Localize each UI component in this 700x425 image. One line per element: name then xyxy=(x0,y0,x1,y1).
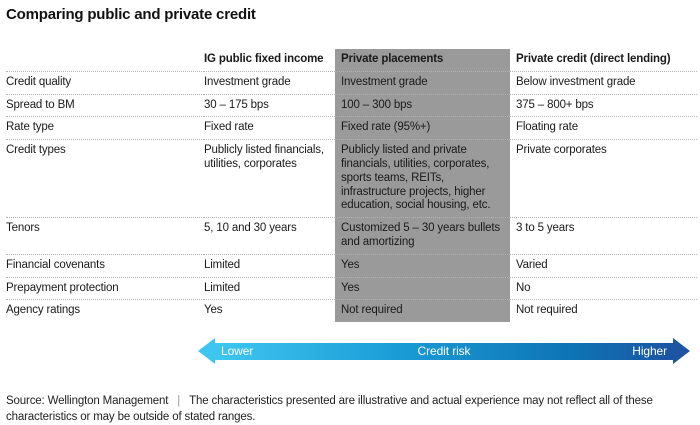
cell-covenants-direct: Varied xyxy=(510,255,697,278)
source-text: Source: Wellington Management xyxy=(6,395,169,408)
row-label-credit-quality: Credit quality xyxy=(6,72,204,95)
footnote-separator: | xyxy=(177,395,181,408)
cell-credit-types-public: Publicly listed financials, utilities, corporates xyxy=(204,140,335,218)
disclaimer-text: The characteristics presented are illustrative and actual experience may not reflect all of these characteristics or may be outside of stated ranges. xyxy=(6,395,653,423)
cell-covenants-public: Limited xyxy=(204,255,335,278)
cell-agency-placements: Not required xyxy=(335,300,510,322)
cell-prepayment-direct: No xyxy=(510,278,697,301)
cell-prepayment-public: Limited xyxy=(204,278,335,301)
row-label-spread-to-bm: Spread to BM xyxy=(6,95,204,118)
cell-prepayment-placements: Yes xyxy=(335,278,510,301)
header-private-credit-direct-lending: Private credit (direct lending) xyxy=(510,49,697,72)
arrow-left-head-icon xyxy=(198,338,215,364)
cell-tenors-public: 5, 10 and 30 years xyxy=(204,218,335,255)
cell-tenors-placements: Customized 5 – 30 years bullets and amortizing xyxy=(335,218,510,255)
comparison-table xyxy=(6,49,697,322)
row-label-agency-ratings: Agency ratings xyxy=(6,304,80,317)
arrow-label-higher: Higher xyxy=(632,344,667,359)
cell-covenants-placements: Yes xyxy=(335,255,510,278)
arrow-label-lower: Lower xyxy=(221,344,254,359)
cell-rate-type-placements: Fixed rate (95%+) xyxy=(335,117,510,140)
cell-spread-direct: 375 – 800+ bps xyxy=(510,95,697,118)
page-title: Comparing public and private credit xyxy=(6,6,256,23)
cell-credit-quality-public: Investment grade xyxy=(204,72,335,95)
cell-spread-public: 30 – 175 bps xyxy=(204,95,335,118)
arrow-right-head-icon xyxy=(673,338,690,364)
header-private-placements: Private placements xyxy=(335,49,510,72)
row-label-tenors: Tenors xyxy=(6,218,204,255)
cell-tenors-direct: 3 to 5 years xyxy=(510,218,697,255)
cell-credit-quality-direct: Below investment grade xyxy=(510,72,697,95)
row-label-rate-type: Rate type xyxy=(6,117,204,140)
row-label-financial-covenants: Financial covenants xyxy=(6,255,204,278)
cell-credit-types-placements: Publicly listed and private financials, utilities, corporates, sports teams, REITs, infrastructure projects, higher education, social housing, etc. xyxy=(335,140,510,218)
cell-spread-placements: 100 – 300 bps xyxy=(335,95,510,118)
cell-rate-type-direct: Floating rate xyxy=(510,117,697,140)
row-label-prepayment-protection: Prepayment protection xyxy=(6,278,204,301)
credit-risk-spectrum-arrow xyxy=(198,338,690,364)
cell-agency-direct: Not required xyxy=(516,304,578,317)
arrow-label-credit-risk: Credit risk xyxy=(417,344,471,359)
cell-credit-quality-placements: Investment grade xyxy=(335,72,510,95)
cell-credit-types-direct: Private corporates xyxy=(510,140,697,218)
header-ig-public-fixed-income: IG public fixed income xyxy=(204,49,335,72)
cell-rate-type-public: Fixed rate xyxy=(204,117,335,140)
cell-agency-public: Yes xyxy=(204,304,223,317)
arrow-gradient-bar xyxy=(215,343,673,360)
header-empty xyxy=(6,49,204,72)
source-footnote xyxy=(6,394,698,425)
row-label-credit-types: Credit types xyxy=(6,140,204,218)
